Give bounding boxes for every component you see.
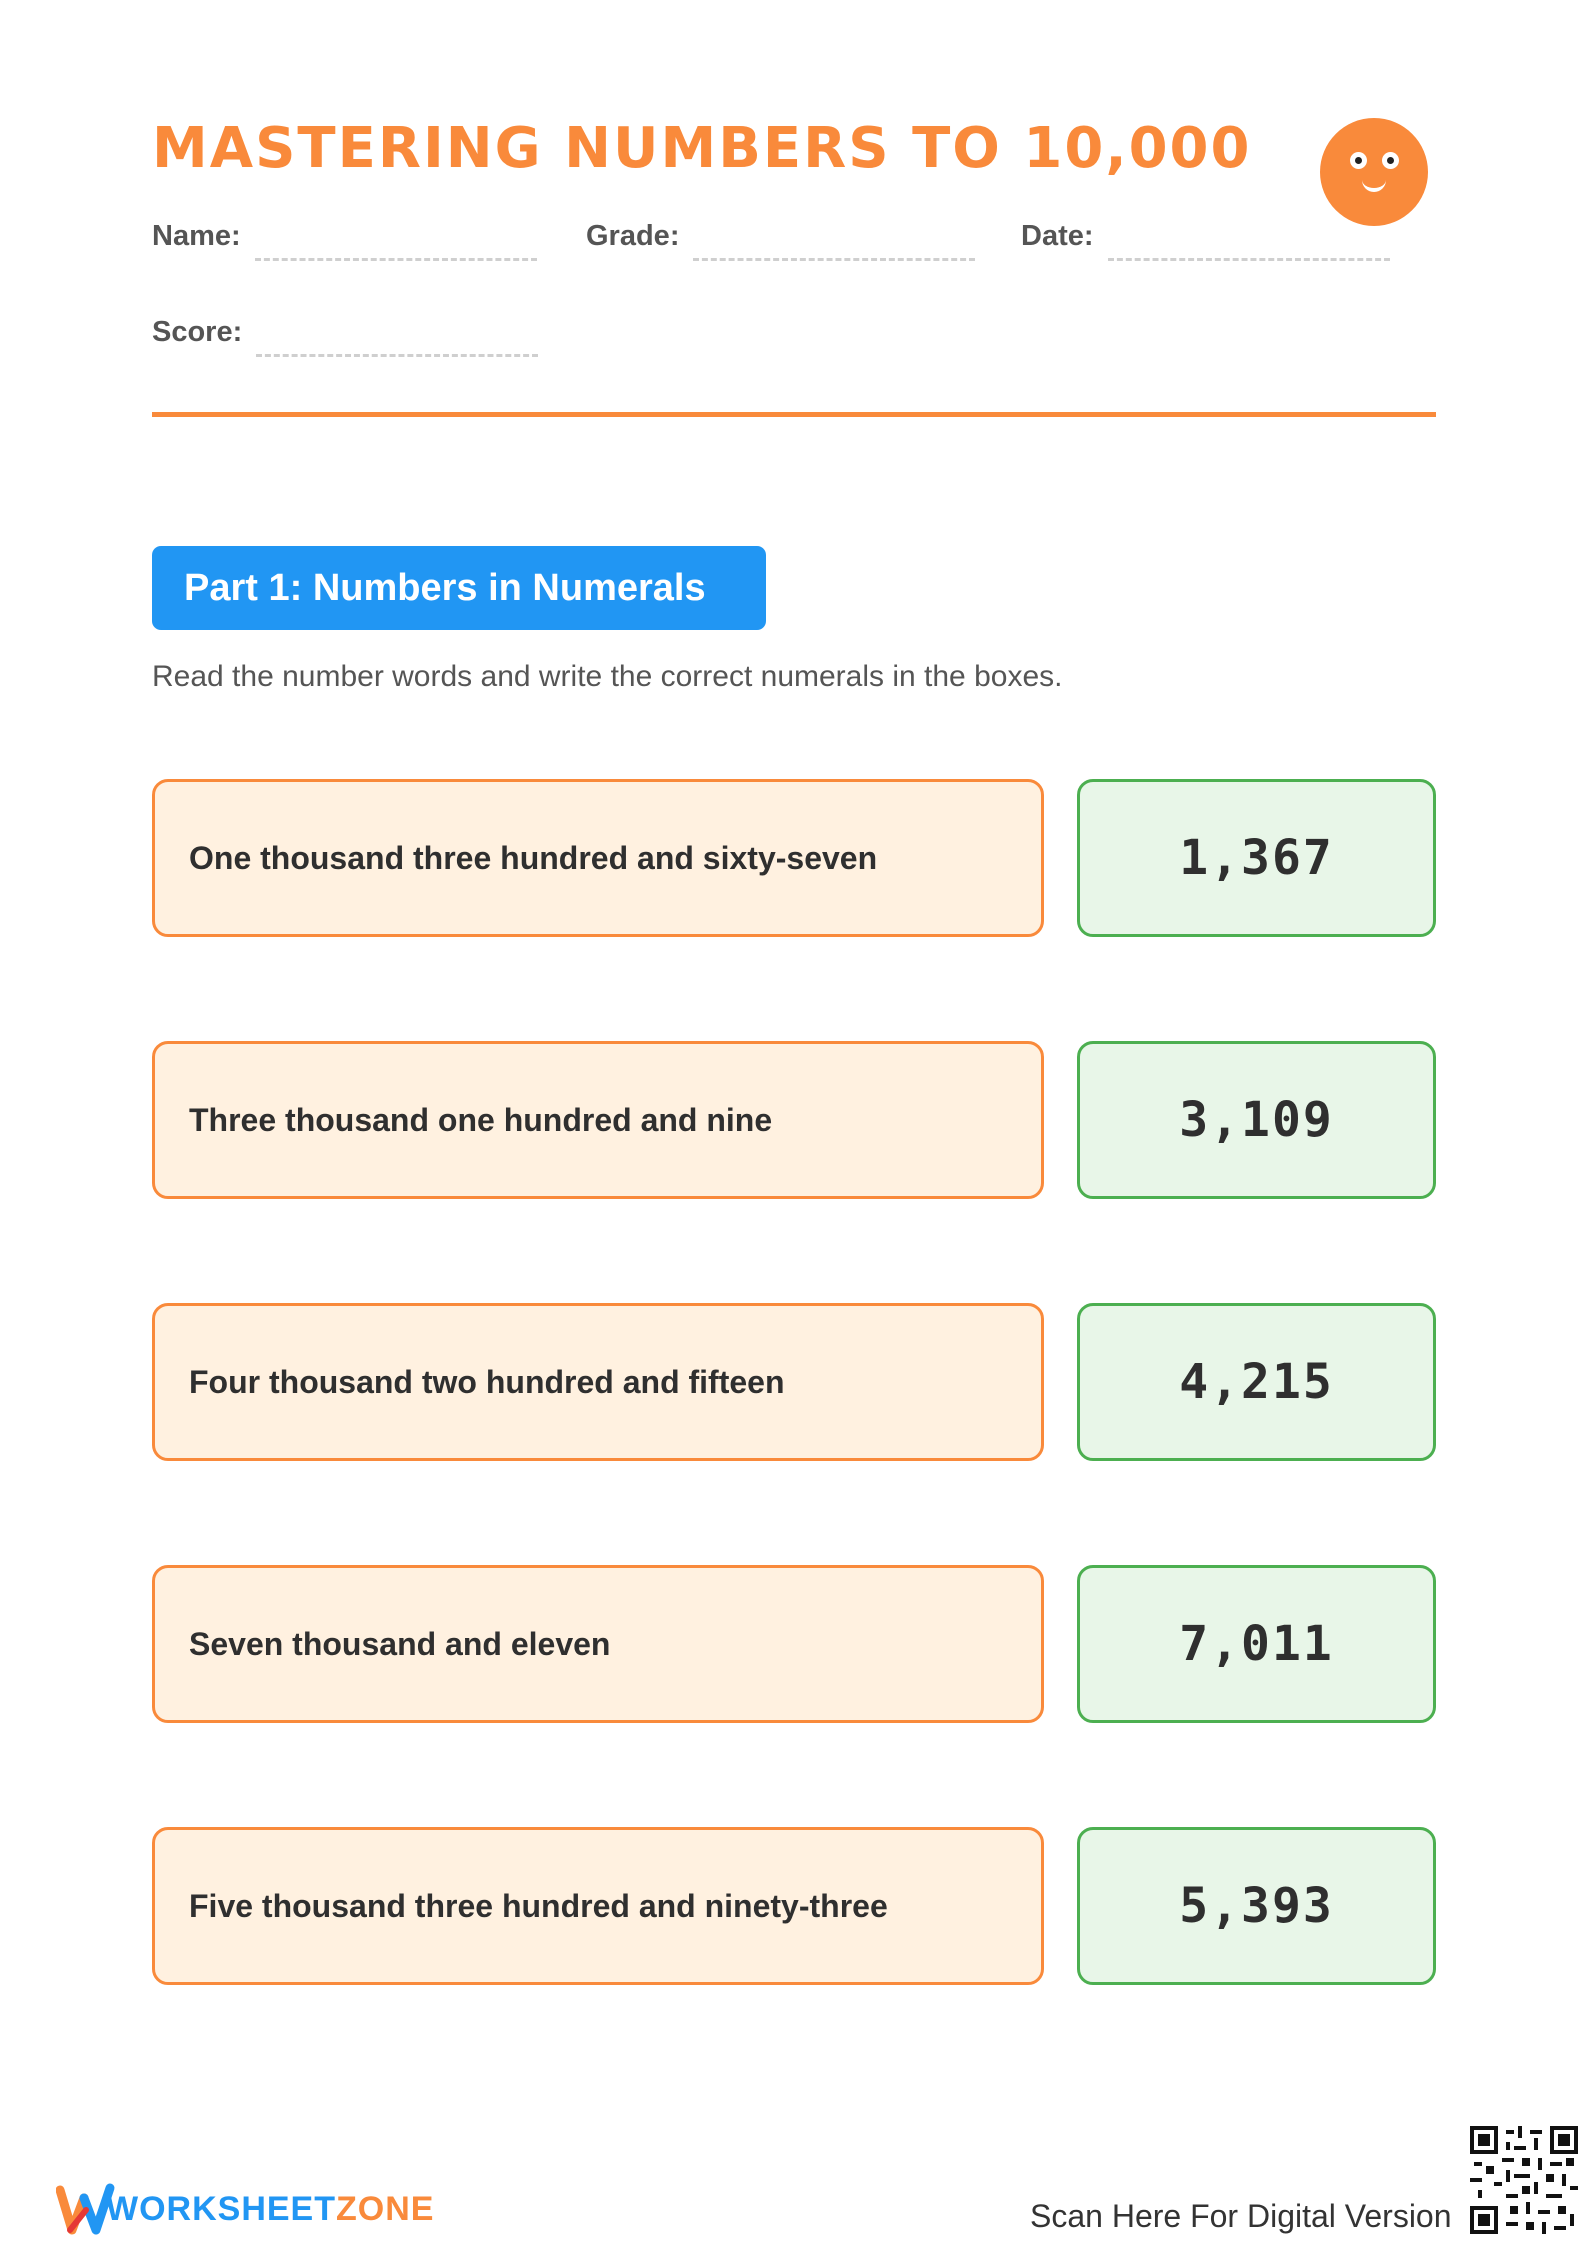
score-input-line[interactable] [256,354,538,357]
grade-label: Grade: [586,220,680,252]
exercise-row [152,1565,1436,1723]
number-words-box: Seven thousand and eleven [152,1565,1044,1723]
score-label: Score: [152,316,243,348]
number-words-box: Five thousand three hundred and ninety-three [152,1827,1044,1985]
smiley-right-eye [1382,152,1399,169]
name-label: Name: [152,220,241,252]
grade-input-line[interactable] [693,258,975,261]
smiley-left-eye [1350,152,1367,169]
brand-wordmark [106,2190,434,2229]
brand-zone: ZONE [336,2190,435,2228]
part1-instruction: Read the number words and write the correct numerals in the boxes. [152,660,1063,693]
smiley-mouth [1362,180,1386,192]
number-words-box: Four thousand two hundred and fifteen [152,1303,1044,1461]
qr-code-icon[interactable] [1470,2126,1578,2234]
number-words-box: One thousand three hundred and sixty-seven [152,779,1044,937]
scan-text: Scan Here For Digital Version [1030,2198,1452,2234]
score-field [152,316,538,349]
page-title: MASTERING NUMBERS TO 10,000 [152,116,1252,181]
name-input-line[interactable] [255,258,537,261]
grade-field [586,220,975,253]
numeral-answer-box[interactable]: 7,011 [1077,1565,1436,1723]
date-field [1021,220,1390,253]
brand-worksheet: WORKSHEET [106,2190,336,2228]
numeral-answer-box[interactable]: 3,109 [1077,1041,1436,1199]
exercise-row [152,1303,1436,1461]
number-words-box: Three thousand one hundred and nine [152,1041,1044,1199]
numeral-answer-box[interactable]: 4,215 [1077,1303,1436,1461]
header-divider [152,412,1436,417]
date-input-line[interactable] [1108,258,1390,261]
numeral-answer-box[interactable]: 1,367 [1077,779,1436,937]
part1-badge: Part 1: Numbers in Numerals [152,546,766,630]
numeral-answer-box[interactable]: 5,393 [1077,1827,1436,1985]
date-label: Date: [1021,220,1094,252]
exercise-row [152,1827,1436,1985]
exercise-row [152,1041,1436,1199]
exercise-row [152,779,1436,937]
name-field [152,220,537,253]
smiley-face-icon [1320,118,1428,226]
